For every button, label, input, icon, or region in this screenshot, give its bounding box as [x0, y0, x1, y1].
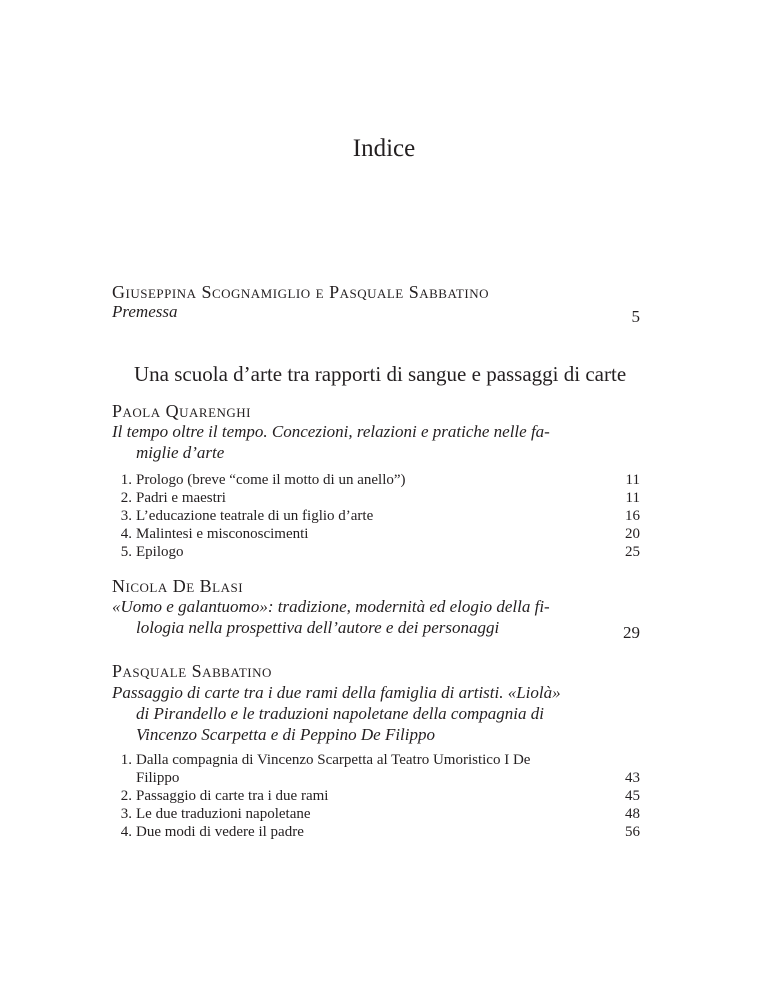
- essay-page: 29: [623, 623, 640, 642]
- toc-item-page: 45: [625, 788, 640, 804]
- toc-item[interactable]: [112, 490, 640, 507]
- toc-item[interactable]: [112, 752, 640, 769]
- essay-title-line[interactable]: miglie d’arte: [136, 443, 225, 462]
- toc-item-number: 2.: [120, 490, 132, 506]
- toc-item[interactable]: [112, 472, 640, 489]
- premessa-page: 5: [631, 307, 640, 326]
- essay-author-sabbatino: Pasquale Sabbatino: [112, 661, 272, 681]
- toc-item[interactable]: [112, 508, 640, 525]
- toc-item[interactable]: [112, 806, 640, 823]
- toc-item-page: 11: [625, 472, 640, 488]
- toc-item-label-cont: Filippo: [136, 770, 180, 786]
- toc-item-number: 5.: [120, 544, 132, 560]
- toc-item-page: 20: [625, 526, 640, 542]
- premessa-author: Giuseppina Scognamiglio e Pasquale Sabbatino: [112, 282, 489, 302]
- toc-item-number: 4.: [120, 824, 132, 840]
- toc-item-number: 3.: [120, 508, 132, 524]
- section-heading: Una scuola d’arte tra rapporti di sangue e passaggi di carte: [134, 362, 627, 386]
- toc-item-page: 16: [625, 508, 640, 524]
- toc-item-number: 3.: [120, 806, 132, 822]
- toc-item-number: 1.: [120, 472, 132, 488]
- essay-title-line[interactable]: di Pirandello e le traduzioni napoletane della compagnia di: [136, 704, 544, 723]
- premessa-title[interactable]: Premessa: [112, 302, 178, 321]
- essay-title-line[interactable]: Il tempo oltre il tempo. Concezioni, relazioni e pratiche nelle fa-: [112, 422, 550, 441]
- essay-title-line[interactable]: lologia nella prospettiva dell’autore e dei personaggi: [136, 618, 500, 637]
- toc-item-page: 56: [625, 824, 640, 840]
- toc-item[interactable]: [112, 788, 640, 805]
- essay-title-line[interactable]: Vincenzo Scarpetta e di Peppino De Filippo: [136, 725, 436, 744]
- toc-item-number: 2.: [120, 788, 132, 804]
- toc-item-label: Le due traduzioni napoletane: [136, 806, 311, 822]
- toc-item-page: 11: [625, 490, 640, 506]
- essay-author-quarenghi: Paola Quarenghi: [112, 401, 251, 421]
- toc-item[interactable]: [112, 526, 640, 543]
- essay-author-de-blasi: Nicola De Blasi: [112, 576, 244, 596]
- toc-item-label: Epilogo: [136, 544, 184, 560]
- toc-item[interactable]: [112, 824, 640, 841]
- essay-title-line[interactable]: «Uomo e galantuomo»: tradizione, modernità ed elogio della fi-: [112, 597, 550, 616]
- page-title: Indice: [352, 135, 416, 162]
- toc-item-page: 43: [625, 770, 640, 786]
- toc-item-label: Passaggio di carte tra i due rami: [136, 788, 329, 804]
- toc-item-number: 4.: [120, 526, 132, 542]
- toc-item-page: 25: [625, 544, 640, 560]
- toc-item-label: Prologo (breve “come il motto di un anello”): [136, 472, 406, 488]
- toc-item-label: Malintesi e misconoscimenti: [136, 526, 309, 542]
- toc-item-label: Due modi di vedere il padre: [136, 824, 304, 840]
- toc-item-label: Padri e maestri: [136, 490, 226, 506]
- essay-title-line[interactable]: Passaggio di carte tra i due rami della famiglia di artisti. «Liolà»: [112, 683, 561, 702]
- toc-item-continuation[interactable]: [112, 770, 640, 787]
- toc-item-label: Dalla compagnia di Vincenzo Scarpetta al Teatro Umoristico I De: [136, 752, 531, 768]
- toc-item-page: 48: [625, 806, 640, 822]
- toc-item[interactable]: [112, 544, 640, 561]
- toc-item-number: 1.: [120, 752, 132, 768]
- toc-item-label: L’educazione teatrale di un figlio d’arte: [136, 508, 374, 524]
